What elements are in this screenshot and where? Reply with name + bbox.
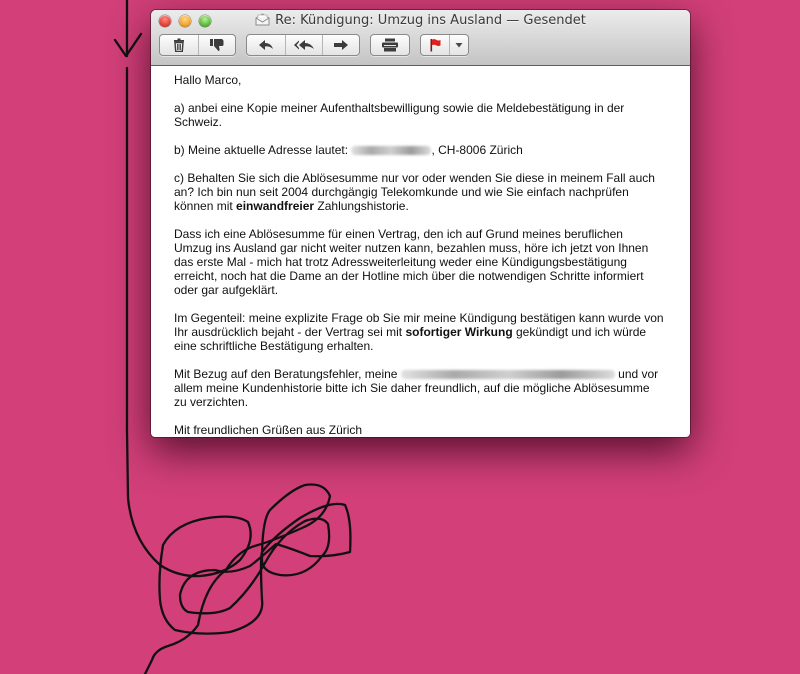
delete-junk-group <box>159 34 236 56</box>
window-title-area <box>151 13 690 30</box>
chevron-down-icon <box>455 42 463 48</box>
printer-icon <box>381 38 399 52</box>
message-body[interactable] <box>151 66 690 437</box>
paragraph-d: Dass ich eine Ablösesumme für einen Vertrag, den ich auf Grund meines beruflichen Umzug ins Ausland gar nicht weiter nutzen kann, bezahlen muss, höre ich jetzt von Ihnen das erste Mal - mich hat trotz Adressweiterleitung weder eine Kündigungsbestätigung erreicht, noch hat die Dame an der Hotline mich über die notwendigen Schritte informiert oder gar aufgeklärt. <box>174 227 649 297</box>
paragraph-a: a) anbei eine Kopie meiner Aufenthaltsbewilligung sowie die Meldebestätigung in der Schweiz. <box>174 101 625 129</box>
redacted-text <box>401 370 615 379</box>
reply-button[interactable] <box>247 35 285 55</box>
paragraph-f: Mit Bezug auf den Beratungsfehler, meine und vor allem meine Kundenhistorie bitte ich Sie daher freundlich, auf die mögliche Ablösesumme zu verzichten. <box>174 367 659 409</box>
flag-group <box>420 34 469 56</box>
sent-envelope-icon <box>255 13 270 30</box>
reply-forward-group <box>246 34 360 56</box>
paragraph-b: b) Meine aktuelle Adresse lautet: , CH-8006 Zürich <box>174 143 523 157</box>
mail-message-window <box>151 10 690 437</box>
paragraph-c: c) Behalten Sie sich die Ablösesumme nur vor oder wenden Sie diese in meinem Fall auch an? Ich bin nun seit 2004 durchgängig Telekomkunde und wie Sie einfach nachprüfen können mit einwandfreier Zahlungshistorie. <box>174 171 655 213</box>
junk-button[interactable] <box>198 35 235 55</box>
window-titlebar[interactable] <box>151 10 690 66</box>
bold-einwandfreier: einwandfreier <box>236 199 315 213</box>
thumbs-down-icon <box>209 38 225 52</box>
paragraph-e: Im Gegenteil: meine explizite Frage ob Sie mir meine Kündigung bestätigen kann wurde von Ihr ausdrücklich bejaht - der Vertrag sei mit sofortiger Wirkung gekündigt und ich würde eine schriftliche Bestätigung erhalten. <box>174 311 664 353</box>
delete-button[interactable] <box>160 35 198 55</box>
flag-button[interactable] <box>421 35 449 55</box>
bold-sofortiger-wirkung: sofortiger Wirkung <box>405 325 513 339</box>
forward-button[interactable] <box>322 35 359 55</box>
window-title: Re: Kündigung: Umzug ins Ausland — Gesendet <box>275 13 586 28</box>
trash-icon <box>173 38 185 52</box>
message-toolbar <box>159 34 469 56</box>
forward-arrow-icon <box>333 39 349 51</box>
print-group <box>370 34 410 56</box>
greeting: Hallo Marco, <box>174 73 242 87</box>
reply-all-button[interactable] <box>285 35 322 55</box>
flag-menu-button[interactable] <box>449 35 468 55</box>
closing: Mit freundlichen Grüßen aus Zürich <box>174 423 363 437</box>
redacted-address <box>351 146 431 155</box>
reply-all-arrow-icon <box>293 39 315 51</box>
red-flag-icon <box>429 38 441 52</box>
print-button[interactable] <box>371 35 409 55</box>
reply-arrow-icon <box>258 39 274 51</box>
